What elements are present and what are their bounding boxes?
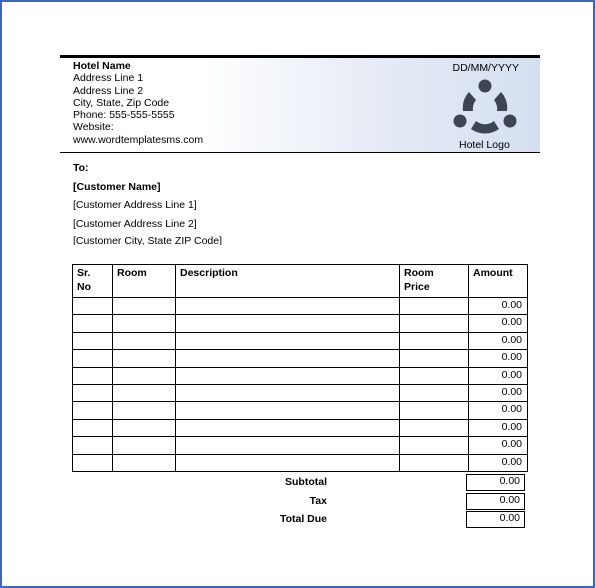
- table-cell: [176, 384, 400, 401]
- tax-value: 0.00: [466, 493, 525, 510]
- table-cell: [176, 315, 400, 332]
- table-cell: [176, 350, 400, 367]
- table-cell: [113, 298, 176, 315]
- table-row: [73, 402, 528, 419]
- table-header-row: [73, 265, 528, 298]
- header-description: Description: [176, 265, 400, 298]
- hotel-website-label: Website:: [73, 121, 114, 134]
- table-cell: [400, 350, 469, 367]
- header-room-price-line2: Price: [404, 281, 430, 293]
- bill-to-label: To:: [73, 162, 89, 174]
- hotel-city-state-zip: City, State, Zip Code: [73, 96, 170, 109]
- table-cell: [400, 332, 469, 349]
- tax-label: Tax: [309, 494, 327, 507]
- hotel-address-line-2: Address Line 2: [73, 84, 144, 97]
- amount-cell: 0.00: [469, 402, 528, 419]
- customer-address-line-1: [Customer Address Line 1]: [73, 199, 197, 211]
- subtotal-label: Subtotal: [285, 476, 327, 488]
- table-cell: [400, 315, 469, 332]
- customer-name: [Customer Name]: [73, 180, 161, 193]
- table-cell: [176, 332, 400, 349]
- header-room-price-line1: Room: [404, 267, 434, 279]
- table-cell: [113, 437, 176, 454]
- table-cell: [73, 454, 113, 471]
- table-row: [73, 298, 528, 315]
- customer-city-state-zip: [73, 232, 373, 245]
- hotel-info: [73, 60, 203, 146]
- hotel-phone: Phone: 555-555-5555: [73, 109, 175, 122]
- table-row: [73, 419, 528, 436]
- header-sr-no: [73, 265, 113, 298]
- table-cell: [73, 437, 113, 454]
- table-row: [73, 454, 528, 471]
- table-row: [73, 437, 528, 454]
- table-cell: [113, 350, 176, 367]
- table-cell: [73, 350, 113, 367]
- table-cell: [73, 332, 113, 349]
- hotel-website: www.wordtemplatesms.com: [73, 133, 204, 146]
- table-cell: [73, 315, 113, 332]
- total-due-value: 0.00: [466, 511, 525, 528]
- table-cell: [400, 298, 469, 315]
- header-sr-no-line2: No: [77, 281, 91, 293]
- table-row: [73, 315, 528, 332]
- header-amount: Amount: [469, 265, 528, 298]
- invoice-date: DD/MM/YYYY: [452, 62, 519, 74]
- customer-address-line-2: [Customer Address Line 2]: [73, 217, 197, 230]
- hotel-logo-label: Hotel Logo: [459, 139, 510, 151]
- table-cell: [176, 454, 400, 471]
- amount-cell: 0.00: [469, 437, 528, 454]
- hotel-logo-icon: [453, 79, 517, 135]
- table-row: [73, 367, 528, 384]
- table-cell: [176, 419, 400, 436]
- subtotal-value: 0.00: [466, 474, 525, 491]
- table-cell: [400, 384, 469, 401]
- table-cell: [400, 367, 469, 384]
- header-sr-no-line1: Sr.: [77, 267, 91, 279]
- table-cell: [73, 367, 113, 384]
- line-items-table: [72, 264, 528, 472]
- table-cell: [176, 298, 400, 315]
- amount-cell: 0.00: [469, 350, 528, 367]
- table-cell: [73, 384, 113, 401]
- hotel-name: Hotel Name: [73, 60, 131, 72]
- table-row: [73, 384, 528, 401]
- customer-city-state-zip-text: [Customer City, State ZIP Code]: [73, 235, 222, 245]
- amount-cell: 0.00: [469, 367, 528, 384]
- table-cell: [113, 454, 176, 471]
- amount-cell: 0.00: [469, 315, 528, 332]
- amount-cell: 0.00: [469, 384, 528, 401]
- table-cell: [176, 437, 400, 454]
- table-cell: [400, 454, 469, 471]
- table-cell: [113, 367, 176, 384]
- table-cell: [113, 332, 176, 349]
- table-cell: [113, 384, 176, 401]
- hotel-address-line-1: Address Line 1: [73, 72, 144, 85]
- table-cell: [113, 402, 176, 419]
- amount-cell: 0.00: [469, 454, 528, 471]
- table-cell: [73, 402, 113, 419]
- table-cell: [176, 367, 400, 384]
- table-row: [73, 350, 528, 367]
- table-cell: [113, 419, 176, 436]
- amount-cell: 0.00: [469, 419, 528, 436]
- table-cell: [176, 402, 400, 419]
- amount-cell: 0.00: [469, 332, 528, 349]
- table-cell: [400, 402, 469, 419]
- table-cell: [73, 298, 113, 315]
- bill-to-block: [73, 161, 197, 235]
- total-due-label: Total Due: [279, 513, 327, 525]
- table-cell: [400, 419, 469, 436]
- amount-cell: 0.00: [469, 298, 528, 315]
- table-cell: [400, 437, 469, 454]
- table-cell: [73, 419, 113, 436]
- header-room: Room: [113, 265, 176, 298]
- table-cell: [113, 315, 176, 332]
- table-row: [73, 332, 528, 349]
- header-room-price: [400, 265, 469, 298]
